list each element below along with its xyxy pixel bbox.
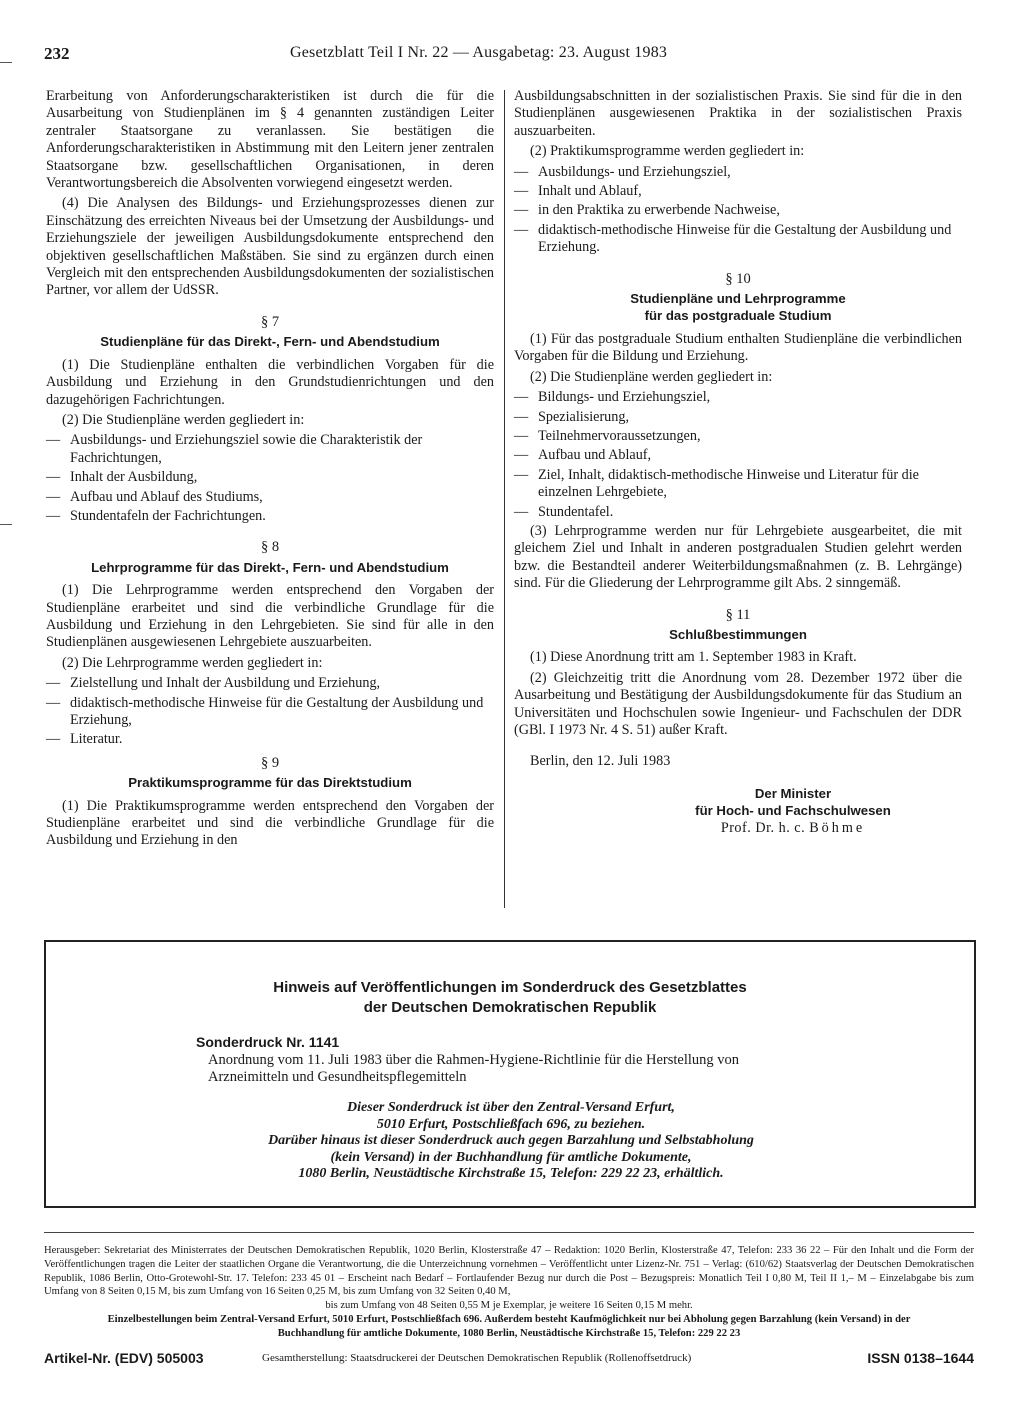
bullet-list bbox=[514, 164, 962, 257]
list-item: — Stundentafeln der Fachrichtungen. bbox=[46, 507, 266, 524]
paragraph: (2) Gleichzeitig tritt die Anordnung vom 28. Dezember 1972 über die Ausarbeitung und Bestätigung der Ausbildungsdokumente für das Studium an Universitäten und Hochschulen sowie Ingenieur- und Fachschulen der DDR (GBl. I 1973 Nr. 4 S. 51) außer Kraft. bbox=[514, 669, 962, 738]
page-header bbox=[44, 44, 974, 68]
signatory-name: Prof. Dr. h. c. Böhme bbox=[720, 819, 866, 836]
list-item: — Stundentafel. bbox=[514, 503, 614, 520]
sonderdruck-note: Dieser Sonderdruck ist über den Zentral-Versand Erfurt, 5010 Erfurt, Postschließfach 696, zu beziehen. Darüber hinaus ist dieser Sonderdruck auch gegen Barzahlung und Selbstabholung (kein Versand) in der Buchhandlung für amtliche Dokumente, 1080 Berlin, Neustädtische Kirchstraße 15, Telefon: 229 22 23, erhältlich. bbox=[268, 1100, 754, 1182]
list-item: — Teilnehmervoraussetzungen, bbox=[514, 427, 701, 444]
section-title: für das postgraduale Studium bbox=[644, 308, 832, 324]
section-title: Praktikumsprogramme für das Direktstudium bbox=[128, 775, 412, 791]
sonderdruck-text: Anordnung vom 11. Juli 1983 über die Rahmen-Hygiene-Richtlinie für die Herstellung von Arzneimitteln und Gesundheitspflegemitteln bbox=[208, 1052, 740, 1085]
margin-mark bbox=[0, 62, 12, 63]
section-number: § 10 bbox=[725, 270, 751, 287]
section-number: § 11 bbox=[725, 606, 751, 623]
signatory-ministry: für Hoch- und Fachschulwesen bbox=[695, 803, 891, 819]
left-column bbox=[46, 88, 494, 853]
running-title: Gesetzblatt Teil I Nr. 22 — Ausgabetag: 23. August 1983 bbox=[290, 44, 668, 61]
right-column bbox=[514, 88, 962, 837]
paragraph: (1) Die Lehrprogramme werden entsprechend den Vorgaben der Studienpläne erarbeitet und sind die verbindliche Grundlage für die Ausbildung und Erziehung in den Lehrgebieten. Sie sind für alle in den Studienplänen ausgewiesenen Lehrgebiete auszuarbeiten. bbox=[46, 582, 494, 651]
section-number: § 7 bbox=[260, 313, 280, 330]
page-number: 232 bbox=[44, 44, 70, 63]
signatory-title: Der Minister bbox=[754, 785, 832, 801]
column-divider bbox=[504, 90, 505, 908]
paragraph: (1) Diese Anordnung tritt am 1. September 1983 in Kraft. bbox=[530, 649, 857, 666]
paragraph: (2) Die Studienpläne werden gegliedert in: bbox=[62, 411, 305, 428]
paragraph: (1) Die Studienpläne enthalten die verbindlichen Vorgaben für die Ausbildung und Erziehung in den Grundstudienrichtungen und den dazugehörigen Fachrichtungen. bbox=[46, 356, 494, 408]
list-item: — didaktisch-methodische Hinweise für die Gestaltung der Ausbildung und Erziehung. bbox=[514, 221, 952, 256]
list-item: — Ausbildungs- und Erziehungsziel, bbox=[514, 163, 731, 180]
imprint-text: Herausgeber: Sekretariat des Ministerrates der Deutschen Demokratischen Republik, 1020 Berlin, Klosterstraße 47 – Redaktion: 1020 Berlin, Klosterstraße 47, Telefon: 233 36 22 – Für den Inhalt und die Form der Veröffentlichungen tragen die Leiter der staatlichen Organe die Verantwortung, die die Unterzeichnung vornehmen – Veröffentlicht unter Lizenz-Nr. 751 – Verlag: (610/62) Staatsverlag der Deutschen Demokratischen Republik, 1086 Berlin, Otto-Grotewohl-Str. 17. Telefon: 233 45 01 – Erscheint nach Bedarf – Fortlaufender Bezug nur durch die Post – Bezugspreis: Monatlich Teil I 0,80 M, Teil II 1,– M – Einzelabgabe bis zum Umfang von 8 Seiten 0,15 M, bis zum Umfang von 16 Seiten 0,25 M, bis zum Umfang von 32 Seiten 0,40 M, bbox=[44, 1245, 974, 1298]
sonderdruck-label: Sonderdruck Nr. 1141 bbox=[196, 1034, 340, 1050]
section-number: § 8 bbox=[260, 539, 280, 556]
list-item: — Ausbildungs- und Erziehungsziel sowie die Charakteristik der Fachrichtungen, bbox=[46, 432, 423, 466]
list-item: — in den Praktika zu erwerbende Nachweise, bbox=[514, 202, 780, 219]
paragraph: (3) Lehrprogramme werden nur für Lehrgebiete ausgearbeitet, die mit gleichem Ziel und Inhalt in anderen postgradualen Studien gelehrt werden bzw. die Bestandteil anderer Weiterbildungsmaßnahmen (z. B. Lehrgänge) sind. Für die Gliederung der Lehrprogramme gilt Abs. 2 sinngemäß. bbox=[514, 522, 962, 592]
signature-block bbox=[624, 785, 962, 837]
paragraph: Erarbeitung von Anforderungscharakteristiken ist durch die für die Ausarbeitung von Studienplänen im § 4 genannten zuständigen Leiter zentraler Staatsorgane zu veranlassen. Sie bestätigen die Anforderungscharakteristiken in Abstimmung mit den Leitern jener zentralen Staatsorgane bzw. gesellschaftlichen Organisationen, in deren Verantwortungsbereich die Absolventen vorwiegend eingesetzt werden. bbox=[46, 88, 494, 192]
list-item: — Inhalt und Ablauf, bbox=[514, 183, 642, 200]
footer-divider bbox=[44, 1232, 974, 1233]
list-item: — Zielstellung und Inhalt der Ausbildung und Erziehung, bbox=[46, 675, 381, 692]
list-item: — Bildungs- und Erziehungsziel, bbox=[514, 389, 711, 406]
list-item: — Inhalt der Ausbildung, bbox=[46, 469, 198, 486]
notice-box bbox=[44, 940, 976, 1208]
bullet-list bbox=[46, 432, 494, 525]
paragraph: (1) Für das postgraduale Studium enthalten Studienpläne die verbindlichen Vorgaben für die Bildung und Erziehung. bbox=[514, 330, 962, 365]
paragraph: (2) Die Lehrprogramme werden gegliedert in: bbox=[62, 654, 323, 671]
article-number: Artikel-Nr. (EDV) 505003 bbox=[44, 1350, 204, 1366]
section-title: Lehrprogramme für das Direkt-, Fern- und Abendstudium bbox=[91, 559, 449, 575]
list-item: — Aufbau und Ablauf des Studiums, bbox=[46, 488, 263, 505]
list-item: — Literatur. bbox=[46, 731, 123, 748]
section-title: Schlußbestimmungen bbox=[669, 626, 807, 642]
printer-note: Gesamtherstellung: Staatsdruckerei der Deutschen Demokratischen Republik (Rollenoffsetdruck) bbox=[262, 1352, 692, 1364]
bullet-list bbox=[46, 675, 494, 749]
section-title: Studienpläne für das Direkt-, Fern- und Abendstudium bbox=[100, 334, 440, 350]
paragraph: (4) Die Analysen des Bildungs- und Erziehungsprozesses dienen zur Einschätzung des erreichten Niveaus bei der Umsetzung der Ausbildungs- und Erziehungsziele der jeweiligen Ausbildungsdokumente entsprechend den objektiven gesellschaftlichen Maßstäben. Sie sind zu ergänzen durch einen Vergleich mit den entsprechenden Ausbildungsdokumenten der sozialistischen Partner, vor allem der UdSSR. bbox=[46, 195, 494, 299]
section-title: Studienpläne und Lehrprogramme bbox=[630, 291, 846, 307]
paragraph: Ausbildungsabschnitten in der sozialistischen Praxis. Sie sind für die in den Studienplänen ausgewiesenen Praktika in der sozialistischen Praxis auszuarbeiten. bbox=[514, 88, 962, 139]
list-item: — Aufbau und Ablauf, bbox=[514, 447, 652, 464]
section-number: § 9 bbox=[260, 754, 280, 771]
list-item: — didaktisch-methodische Hinweise für die Gestaltung der Ausbildung und Erziehung, bbox=[46, 694, 484, 728]
bullet-list bbox=[514, 389, 962, 521]
imprint-orders: Einzelbestellungen beim Zentral-Versand Erfurt, 5010 Erfurt, Postschließfach 696. Außerdem besteht Kaufmöglichkeit nur bei Abholung gegen Barzahlung (kein Versand) in der bbox=[107, 1313, 911, 1325]
paragraph: (1) Die Praktikumsprogramme werden entsprechend den Vorgaben der Studienpläne erarbeitet und sind die verbindliche Grundlage für die Ausbildung und Erziehung in den bbox=[46, 797, 494, 849]
bottom-line bbox=[44, 1350, 974, 1370]
date-line: Berlin, den 12. Juli 1983 bbox=[530, 753, 671, 770]
notice-title: Hinweis auf Veröffentlichungen im Sonderdruck des Gesetzblattes der Deutschen Demokratischen Republik bbox=[273, 979, 747, 1016]
imprint-text: bis zum Umfang von 48 Seiten 0,55 M je Exemplar, je weitere 16 Seiten 0,15 M mehr. bbox=[325, 1300, 693, 1312]
list-item: — Ziel, Inhalt, didaktisch-methodische Hinweise und Literatur für die einzelnen Lehrgebiete, bbox=[514, 466, 919, 501]
issn: ISSN 0138–1644 bbox=[867, 1350, 974, 1366]
margin-mark bbox=[0, 524, 12, 525]
imprint bbox=[44, 1244, 974, 1341]
paragraph: (2) Praktikumsprogramme werden gegliedert in: bbox=[530, 143, 805, 160]
paragraph: (2) Die Studienpläne werden gegliedert in: bbox=[530, 368, 773, 385]
imprint-orders: Buchhandlung für amtliche Dokumente, 1080 Berlin, Neustädtische Kirchstraße 15, Telefon: 229 22 23 bbox=[277, 1327, 741, 1339]
list-item: — Spezialisierung, bbox=[514, 408, 630, 425]
